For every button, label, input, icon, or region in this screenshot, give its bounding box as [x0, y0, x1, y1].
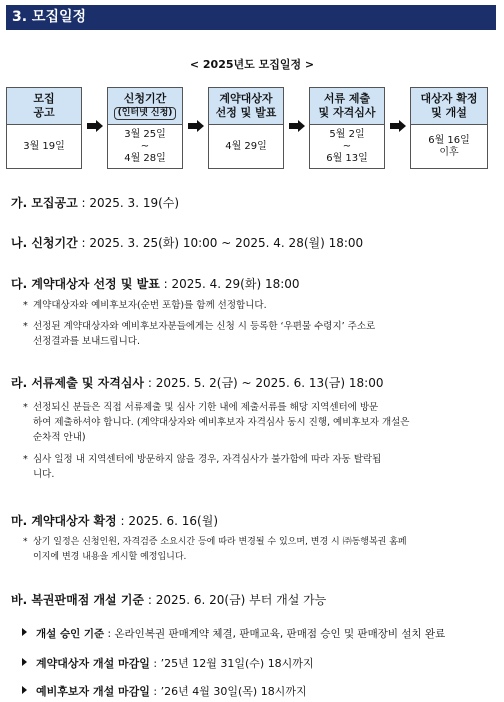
note-text: 선정되신 분들은 직접 서류제출 및 심사 기한 내에 제출서류를 해당 지역센터에 방문: [33, 402, 379, 413]
flow-step-title: 및 개설: [431, 106, 467, 119]
section-da: [11, 275, 300, 292]
flow-step-date: 4월 28일: [124, 153, 166, 164]
arrow-right-icon: [390, 120, 406, 132]
note-item: [23, 400, 410, 445]
section-header: 3. 모집일정: [6, 5, 496, 30]
note-marker: *: [23, 454, 28, 465]
triangle-bullet-icon: [22, 658, 27, 666]
section-value: : 2025. 5. 2(금) ~ 2025. 6. 13(금) 18:00: [147, 376, 384, 390]
flow-step-selection: [208, 87, 284, 169]
section-label: 나. 신청기간: [11, 236, 78, 250]
note-text: 니다.: [33, 469, 55, 480]
arrow-right-icon: [289, 120, 305, 132]
flow-step-tilde: ~: [140, 141, 150, 152]
note-item: [23, 535, 407, 565]
note-item: [23, 319, 376, 349]
flow-step-title: 모집: [33, 92, 55, 105]
flow-step-review: [309, 87, 385, 169]
note-text: 이지에 변경 내용을 게시할 예정입니다.: [33, 552, 187, 562]
section-na: [11, 234, 363, 251]
flow-step-title: 서류 제출: [323, 92, 371, 105]
section-ba: [11, 591, 326, 608]
flow-step-date: 6월 13일: [326, 153, 368, 164]
section-label: 마. 계약대상자 확정: [11, 514, 117, 528]
section-value: : 2025. 3. 25(화) 10:00 ~ 2025. 4. 28(월) 18:00: [81, 236, 364, 250]
flow-step-confirmation: [410, 87, 488, 169]
section-value: : 2025. 4. 29(화) 18:00: [163, 277, 300, 291]
flow-step-title: 선정 및 발표: [215, 106, 277, 119]
note-marker: *: [23, 321, 28, 332]
bullet-label: 개설 승인 기준: [36, 628, 105, 640]
triangle-bullet-icon: [22, 686, 27, 694]
flow-step-title: 신청기간: [123, 92, 167, 105]
flow-step-announcement: [6, 87, 82, 169]
arrow-right-icon: [188, 120, 204, 132]
flow-step-title: 계약대상자: [219, 92, 273, 105]
section-label: 바. 복권판매점 개설 기준: [11, 593, 145, 607]
bullet-item: [22, 683, 307, 699]
bullet-label: 예비후보자 개설 마감일: [36, 685, 150, 698]
section-ma: [11, 512, 218, 529]
section-value: : 2025. 6. 20(금) 부터 개설 가능: [147, 593, 327, 607]
note-marker: *: [23, 402, 28, 413]
bullet-value: : ’25년 12월 31일(수) 18시까지: [153, 657, 314, 670]
note-item: [23, 298, 267, 313]
bullet-item: [22, 655, 314, 671]
flow-step-date: 3월 25일: [124, 129, 166, 140]
schedule-title: < 2025년도 모집일정 >: [189, 58, 315, 71]
flow-step-date: 6월 16일: [428, 135, 470, 146]
flow-step-badge: (인터넷 신청): [114, 107, 177, 120]
note-text: 심사 일정 내 지역센터에 방문하지 않을 경우, 자격심사가 불가함에 따라 자동 탈락됩: [33, 454, 382, 465]
flow-step-date: 4월 29일: [225, 141, 267, 152]
flow-step-date: 5월 2일: [329, 129, 365, 140]
note-item: [23, 452, 382, 482]
section-ga: [11, 194, 179, 211]
section-label: 가. 모집공고: [11, 196, 78, 210]
bullet-value: : 온라인복권 판매계약 체결, 판매교육, 판매점 승인 및 판매장비 설치 완료: [107, 628, 446, 640]
triangle-bullet-icon: [22, 628, 27, 636]
arrow-right-icon: [87, 120, 103, 132]
section-ra: [11, 374, 383, 391]
section-label: 다. 계약대상자 선정 및 발표: [11, 277, 160, 291]
section-value: : 2025. 6. 16(월): [120, 514, 218, 528]
flow-step-application: [107, 87, 183, 169]
flow-step-date: 이후: [439, 147, 459, 158]
section-value: : 2025. 3. 19(수): [81, 196, 180, 210]
bullet-value: : ’26년 4월 30일(목) 18시까지: [153, 685, 307, 698]
flow-step-tilde: ~: [342, 141, 352, 152]
note-text: 선정된 계약대상자와 예비후보자분들에게는 신청 시 등록한 ‘우편물 수령지’ 주소로: [33, 321, 376, 332]
note-text: 하여 제출하셔야 합니다. (계약대상자와 예비후보자 자격심사 동시 진행, 예비후보자 개설은: [33, 417, 410, 428]
note-marker: *: [23, 300, 28, 311]
note-text: 상기 일정은 신청인원, 자격검증 소요시간 등에 따라 변경될 수 있으며, 변경 시 ㈜동행복권 홈페: [33, 537, 407, 547]
bullet-label: 계약대상자 개설 마감일: [36, 657, 150, 670]
note-text: 순차적 안내): [33, 432, 86, 443]
flow-step-title: 및 자격심사: [318, 106, 376, 119]
section-label: 라. 서류제출 및 자격심사: [11, 376, 145, 390]
note-text: 계약대상자와 예비후보자(순번 포함)를 함께 선정합니다.: [33, 300, 267, 311]
note-text: 선정결과를 보내드립니다.: [33, 336, 140, 347]
flow-step-date: 3월 19일: [23, 141, 65, 152]
bullet-item: [22, 626, 445, 641]
flow-step-title: 대상자 확정: [420, 92, 478, 105]
flow-step-title: 공고: [33, 106, 55, 119]
note-marker: *: [23, 537, 28, 547]
